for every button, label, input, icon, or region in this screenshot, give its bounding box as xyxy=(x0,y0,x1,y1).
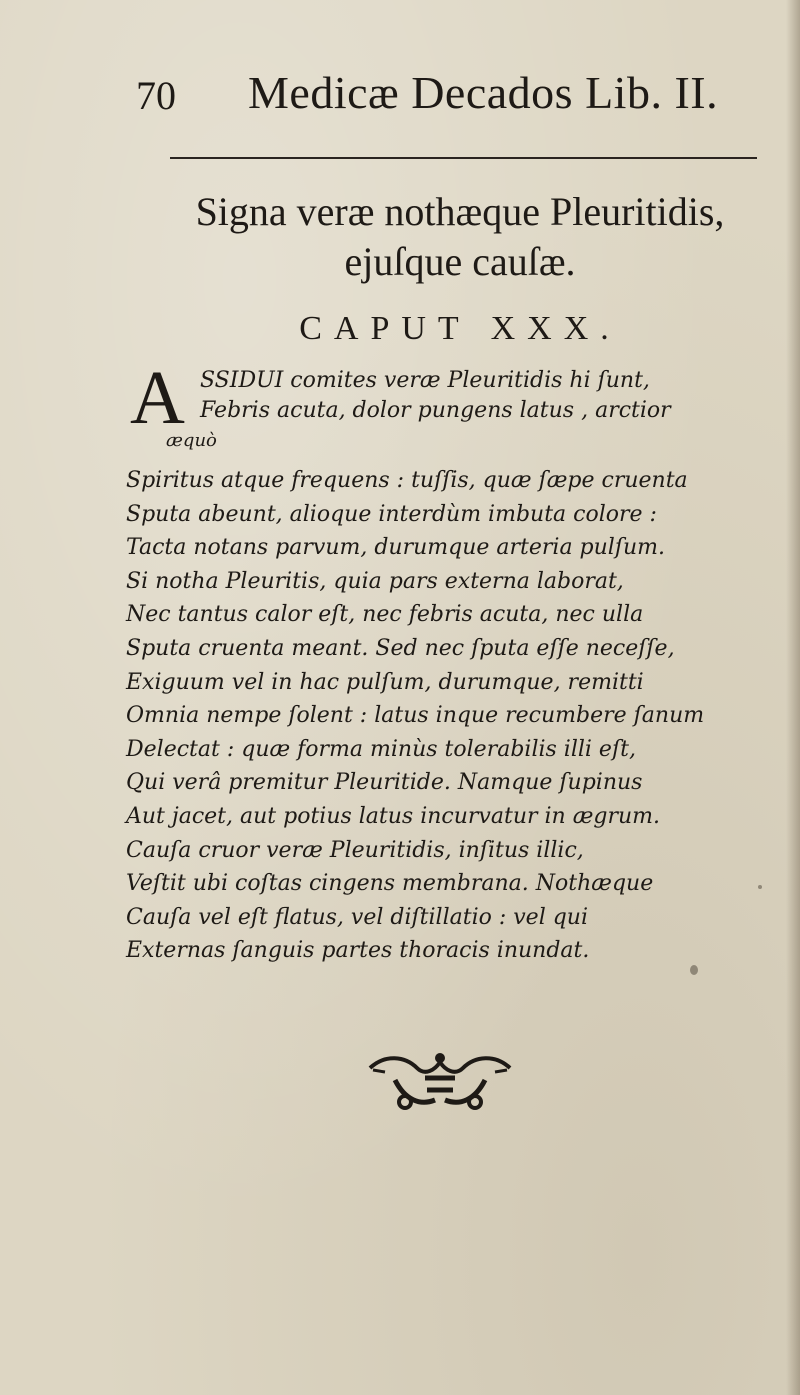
verse-line: Delectat : quæ forma minùs tolerabilis illi eſt, xyxy=(126,736,636,762)
verse-line: Aut jacet, aut potius latus incurvatur in ægrum. xyxy=(126,804,660,829)
verse-line: Febris acuta, dolor pungens latus , arctior xyxy=(200,398,671,423)
verse-line: Omnia nempe ſolent : latus inque recumbere ſanum xyxy=(126,703,705,729)
verse-line: Si notha Pleuritis, quia pars externa laborat, xyxy=(126,568,624,594)
ink-spot xyxy=(758,885,762,889)
verse-line: Sputa abeunt, alioque interdùm imbuta colore : xyxy=(126,501,657,527)
chapter-title-line-1: Signa veræ nothæque Pleuritidis, xyxy=(195,189,725,234)
verse-line: Spiritus atque frequens : tuſſis, quæ ſæpe cruenta xyxy=(126,468,688,493)
verse-line: SSIDUI comites veræ Pleuritidis hi ſunt, xyxy=(200,368,650,393)
ink-spot xyxy=(690,965,698,975)
verse-line: æquò xyxy=(166,430,217,451)
verse-line: Veſtit ubi coſtas cingens membrana. Nothæque xyxy=(126,871,654,897)
verse-line: Sputa cruenta meant. Sed nec ſputa eſſe neceſſe, xyxy=(126,636,675,661)
verse-line: Externas ſanguis partes thoracis inundat. xyxy=(126,938,590,964)
page-number: 70 xyxy=(136,73,176,118)
verse-line: Exiguum vel in hac pulſum, durumque, remitti xyxy=(126,669,644,695)
chapter-title-line-2: ejuſque cauſæ. xyxy=(344,239,576,284)
ornament-icon xyxy=(365,1050,515,1116)
verse-line: Qui verâ premitur Pleuritide. Namque ſupinus xyxy=(126,770,643,796)
verse-line: Cauſa cruor veræ Pleuritidis, inſitus illic, xyxy=(126,837,584,863)
verse-line: Cauſa vel eſt flatus, vel diſtillatio : vel qui xyxy=(126,904,589,930)
page-header xyxy=(0,66,800,126)
drop-cap-initial: A xyxy=(130,356,185,440)
verse-line: Nec tantus calor eſt, nec febris acuta, nec ulla xyxy=(126,602,644,628)
chapter-number: CAPUT XXX. xyxy=(299,310,621,347)
running-title: Medicæ Decados Lib. II. xyxy=(248,67,719,118)
verse-line: Tacta notans parvum, durumque arteria pulſum. xyxy=(126,535,666,561)
header-rule xyxy=(170,157,757,159)
